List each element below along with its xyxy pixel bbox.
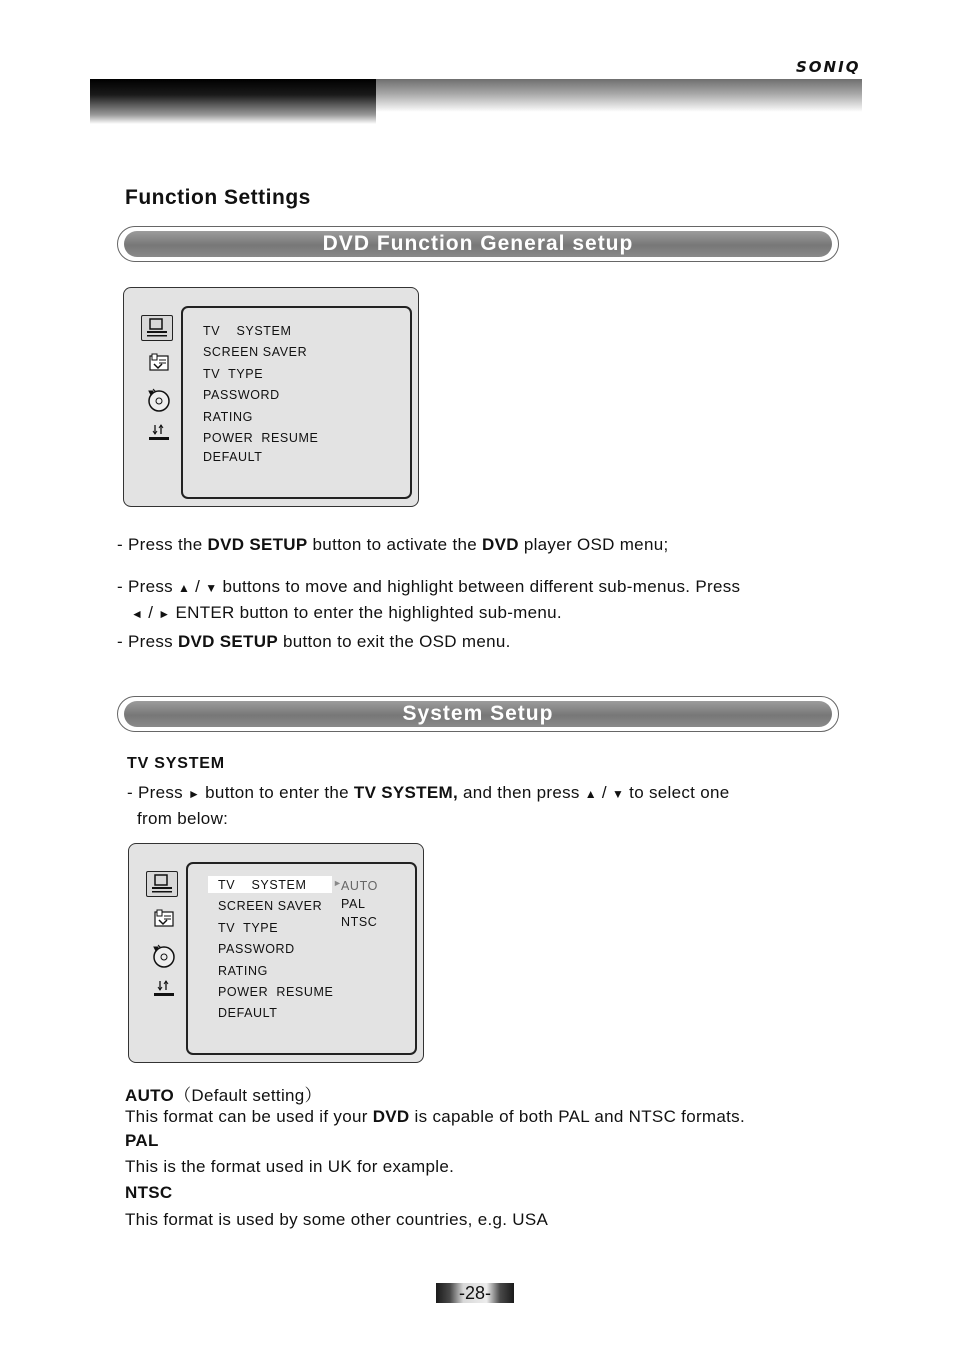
header-bar-dark [90,79,376,124]
up-arrow-icon: ▲ [177,581,191,595]
osd-menu-panel [181,306,412,499]
osd-menu-general [123,287,419,507]
section-title: Function Settings [125,186,311,209]
menu-item-power-resume[interactable]: POWER RESUME [203,431,319,445]
instruction-exit: - Press DVD SETUP button to exit the OSD menu. [117,632,511,651]
option-auto[interactable]: AUTO [341,879,378,893]
menu-item-rating[interactable]: RATING [203,410,253,424]
right-arrow-icon: ► [158,607,171,621]
menu-item-tv-system[interactable]: TV SYSTEM [218,878,307,892]
submenu-pointer-icon: ► [333,878,343,888]
menu-item-power-resume[interactable]: POWER RESUME [218,985,334,999]
menu-item-password[interactable]: PASSWORD [218,942,295,956]
pal-heading: PAL [125,1131,159,1150]
option-ntsc[interactable]: NTSC [341,915,378,929]
menu-item-tv-type[interactable]: TV TYPE [203,367,264,381]
ntsc-heading: NTSC [125,1183,173,1202]
audio-setup-icon [146,352,176,378]
tv-system-instruction: - Press ► button to enter the TV SYSTEM, and then press ▲ / ▼ to select one [127,783,730,802]
osd-menu-panel [186,862,417,1055]
left-arrow-icon: ◄ [131,607,144,621]
down-arrow-icon: ▼ [611,787,625,801]
brand-logo: SONIQ [796,58,861,76]
banner-system-setup-label: System Setup [402,702,554,725]
ntsc-description: This format is used by some other countries, e.g. USA [125,1210,549,1229]
banner-system-setup [117,696,839,732]
auto-heading: AUTO（Default setting） [125,1086,322,1105]
menu-item-default[interactable]: DEFAULT [203,450,263,464]
instruction-navigate: - Press ▲ / ▼ buttons to move and highlight between different sub-menus. Press [117,577,741,596]
menu-item-rating[interactable]: RATING [218,964,268,978]
tv-setup-icon [146,871,178,897]
tv-system-instruction-cont: from below: [137,809,229,828]
pal-description: This is the format used in UK for example. [125,1157,455,1176]
tv-setup-icon [141,315,173,341]
header-bar-light [376,79,862,112]
down-arrow-icon: ▼ [205,581,218,595]
menu-item-screen-saver[interactable]: SCREEN SAVER [203,345,308,359]
tv-system-heading: TV SYSTEM [127,755,225,772]
preference-icon [146,422,176,448]
instruction-activate: - Press the DVD SETUP button to activate the DVD player OSD menu; [117,535,669,554]
osd-menu-tv-system [128,843,424,1063]
banner-general-setup-label: DVD Function General setup [322,232,634,255]
option-pal[interactable]: PAL [341,897,366,911]
page-number: -28- [436,1283,514,1303]
banner-general-setup [117,226,839,262]
menu-item-default[interactable]: DEFAULT [218,1006,278,1020]
menu-item-tv-system[interactable]: TV SYSTEM [203,324,292,338]
menu-item-screen-saver[interactable]: SCREEN SAVER [218,899,323,913]
audio-setup-icon [151,908,181,934]
instruction-enter: ◄ / ► ENTER button to enter the highlighted sub-menu. [131,603,562,622]
up-arrow-icon: ▲ [584,787,597,801]
menu-item-password[interactable]: PASSWORD [203,388,280,402]
preference-icon [151,978,181,1004]
disc-icon [151,943,181,969]
auto-description: This format can be used if your DVD is capable of both PAL and NTSC formats. [125,1107,745,1126]
right-arrow-icon: ► [187,787,201,801]
menu-item-tv-type[interactable]: TV TYPE [218,921,279,935]
disc-icon [146,387,176,413]
